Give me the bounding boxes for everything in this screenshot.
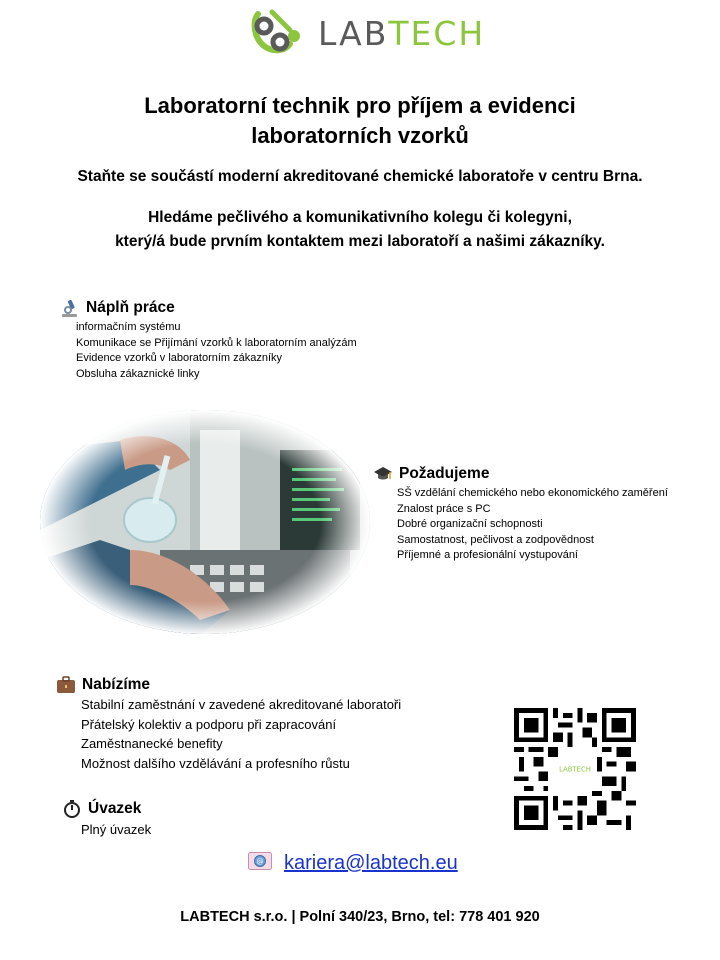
list-item: Samostatnost, pečlivost a zodpovědnost bbox=[397, 533, 594, 546]
uvazek-heading bbox=[62, 799, 141, 819]
napln-list bbox=[76, 320, 357, 382]
pozadujeme-list bbox=[397, 486, 668, 564]
qr-code-icon[interactable] bbox=[514, 708, 636, 830]
list-item: Plný úvazek bbox=[81, 822, 152, 837]
list-item: SŠ vzdělání chemického nebo ekonomického zaměření bbox=[397, 487, 668, 499]
mail-icon bbox=[248, 852, 272, 875]
nabizime-heading-label: Nabízíme bbox=[82, 676, 151, 693]
svg-text:@: @ bbox=[256, 857, 264, 866]
qr-logo-text: LABTECH bbox=[559, 765, 591, 774]
brand-wordmark bbox=[318, 14, 485, 53]
list-item: Znalost práce s PC bbox=[397, 502, 491, 515]
intro-line2: Hledáme pečlivého a komunikativního kolegu či kolegyni, bbox=[148, 209, 572, 226]
intro-line1: Staňte se součástí moderní akreditované chemické laboratoře v centru Brna. bbox=[77, 168, 643, 185]
briefcase-icon bbox=[56, 675, 76, 695]
stopwatch-icon bbox=[62, 799, 82, 819]
list-item: Možnost dalšího vzdělávání a profesního růstu bbox=[81, 755, 350, 771]
nabizime-heading bbox=[56, 675, 150, 695]
list-item: Zaměstnanecké benefity bbox=[81, 736, 223, 751]
page-title-line2: laboratorních vzorků bbox=[251, 123, 469, 148]
intro-line3: který/á bude prvním kontaktem mezi laboratoří a našimi zákazníky. bbox=[115, 233, 605, 250]
footer-address: LABTECH s.r.o. | Polní 340/23, Brno, tel: 778 401 920 bbox=[180, 909, 540, 925]
email-link[interactable]: kariera@labtech.eu bbox=[284, 852, 458, 874]
list-item: Komunikace se Přijímání vzorků k laboratorním analýzám bbox=[76, 336, 357, 349]
pozadujeme-heading-label: Požadujeme bbox=[399, 465, 490, 482]
list-item: Dobré organizační schopnosti bbox=[397, 518, 543, 531]
graduation-cap-icon bbox=[373, 464, 393, 484]
list-item: Příjemné a profesionální vystupování bbox=[397, 549, 578, 562]
lab-photo bbox=[40, 410, 370, 635]
list-item: Obsluha zákaznické linky bbox=[76, 367, 200, 380]
microscope-icon bbox=[60, 298, 80, 318]
nabizime-list bbox=[81, 695, 401, 773]
contact-row bbox=[248, 852, 458, 875]
page-title-line1: Laboratorní technik pro příjem a evidenci bbox=[144, 93, 576, 118]
list-item: Přátelský kolektiv a podporu při zapracování bbox=[81, 716, 337, 732]
brand-part-lab: LAB bbox=[318, 14, 389, 53]
uvazek-heading-label: Úvazek bbox=[88, 800, 142, 817]
list-item: Stabilní zaměstnání v zavedené akreditované laboratoři bbox=[81, 697, 402, 712]
napln-heading-label: Náplň práce bbox=[86, 299, 175, 316]
list-item: informačním systému bbox=[76, 321, 181, 333]
list-item: Evidence vzorků v laboratorním zákazníky bbox=[76, 352, 283, 365]
uvazek-list bbox=[81, 820, 151, 840]
napln-heading bbox=[60, 298, 175, 318]
pozadujeme-heading bbox=[373, 464, 489, 484]
brand-part-tech: TECH bbox=[388, 14, 486, 53]
